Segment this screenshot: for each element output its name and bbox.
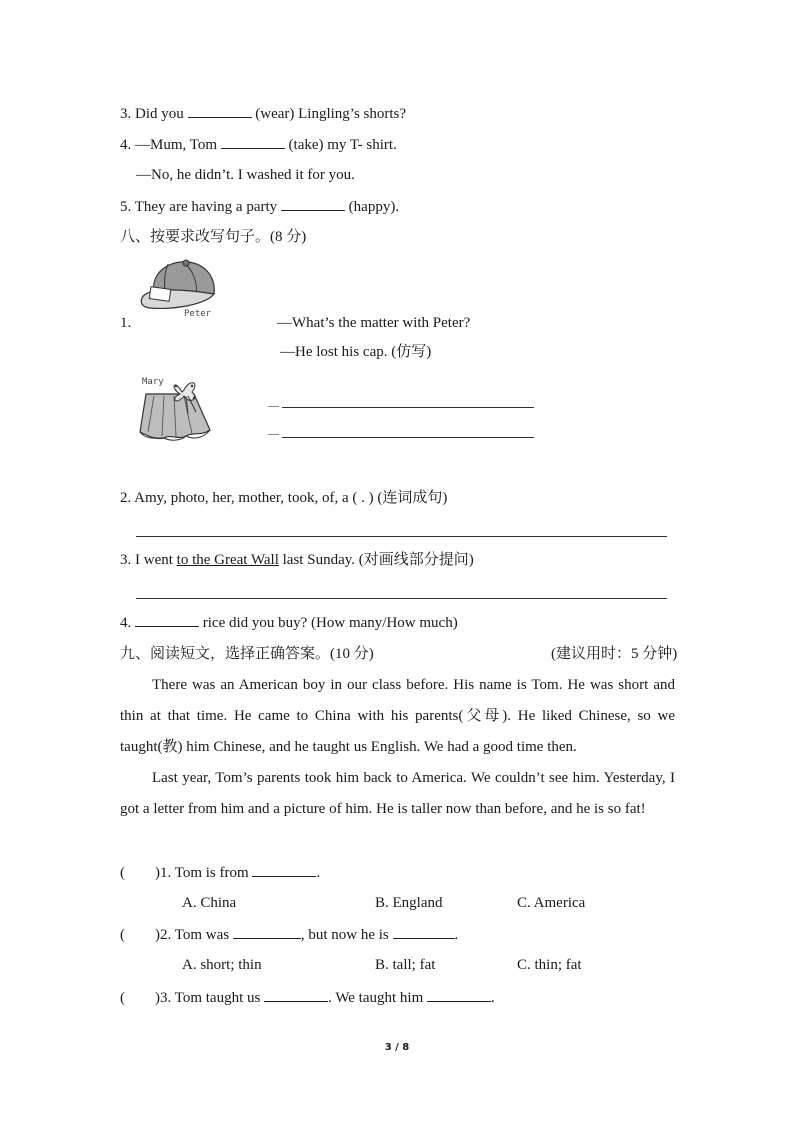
passage-paragraph-2: Last year, Tom’s parents took him back to America. We couldn’t see him. Yesterday, I got a letter from him and a picture of him. He is taller now than before, and he is so fat! bbox=[120, 770, 675, 817]
answer-line-8-3[interactable] bbox=[136, 598, 667, 599]
answer-blank bbox=[252, 862, 316, 877]
answer-blank[interactable] bbox=[281, 196, 345, 211]
section-9-header: 九、阅读短文，选择正确答案。(10 分) bbox=[120, 646, 374, 662]
question-9-2: ( )2. Tom was , but now he is . bbox=[120, 924, 458, 945]
cap-name-label: Peter bbox=[184, 309, 212, 319]
passage-paragraph-1: There was an American boy in our class before. His name is Tom. He was short and thin at that time. He came to China with his parents(父母). He liked Chinese, so we taught(教) him Chinese, and he taught us English. We had a good time then. bbox=[120, 677, 675, 755]
question-8-2: 2. Amy, photo, her, mother, took, of, a ( . ) (连词成句) bbox=[120, 490, 448, 506]
question-8-1-line2: —He lost his cap. (仿写) bbox=[280, 344, 432, 360]
option-b[interactable]: B. tall; fat bbox=[375, 957, 436, 973]
skirt-name-label: Mary bbox=[142, 377, 164, 387]
answer-dash-1: — bbox=[268, 400, 279, 412]
question-7-3: 3. Did you (wear) Lingling’s shorts? bbox=[120, 103, 406, 124]
answer-line-8-2[interactable] bbox=[136, 536, 667, 537]
page-number: 3 / 8 bbox=[384, 1042, 410, 1053]
underlined-phrase: to the Great Wall bbox=[176, 552, 279, 568]
question-8-4: 4. rice did you buy? (How many/How much) bbox=[120, 612, 458, 633]
question-9-3: ( )3. Tom taught us . We taught him . bbox=[120, 987, 495, 1008]
answer-line-1[interactable] bbox=[282, 407, 534, 408]
answer-line-2[interactable] bbox=[282, 437, 534, 438]
question-7-4: 4. —Mum, Tom (take) my T- shirt. bbox=[120, 134, 397, 155]
answer-dash-2: — bbox=[268, 428, 279, 440]
answer-blank bbox=[427, 987, 491, 1002]
question-7-5: 5. They are having a party (happy). bbox=[120, 196, 399, 217]
option-a[interactable]: A. China bbox=[182, 895, 237, 911]
question-7-4-reply: —No, he didn’t. I washed it for you. bbox=[136, 167, 355, 183]
option-b[interactable]: B. England bbox=[375, 895, 443, 911]
option-c[interactable]: C. thin; fat bbox=[517, 957, 582, 973]
option-c[interactable]: C. America bbox=[517, 895, 586, 911]
question-9-1: ( )1. Tom is from . bbox=[120, 862, 320, 883]
answer-blank bbox=[393, 924, 455, 939]
answer-blank[interactable] bbox=[221, 134, 285, 149]
answer-blank[interactable] bbox=[188, 103, 252, 118]
reading-passage bbox=[120, 670, 675, 825]
question-8-1-line1: —What’s the matter with Peter? bbox=[277, 315, 471, 331]
answer-blank bbox=[233, 924, 301, 939]
section-8-header: 八、按要求改写句子。(8 分) bbox=[120, 229, 307, 245]
answer-blank bbox=[264, 987, 328, 1002]
answer-blank[interactable] bbox=[135, 612, 199, 627]
option-a[interactable]: A. short; thin bbox=[182, 957, 262, 973]
time-hint: (建议用时：5 分钟) bbox=[551, 646, 678, 662]
question-8-3: 3. I went to the Great Wall last Sunday. (对画线部分提问) bbox=[120, 552, 474, 568]
cap-illustration bbox=[136, 258, 226, 320]
question-8-1-number: 1. bbox=[120, 315, 132, 331]
skirt-illustration bbox=[136, 374, 216, 444]
